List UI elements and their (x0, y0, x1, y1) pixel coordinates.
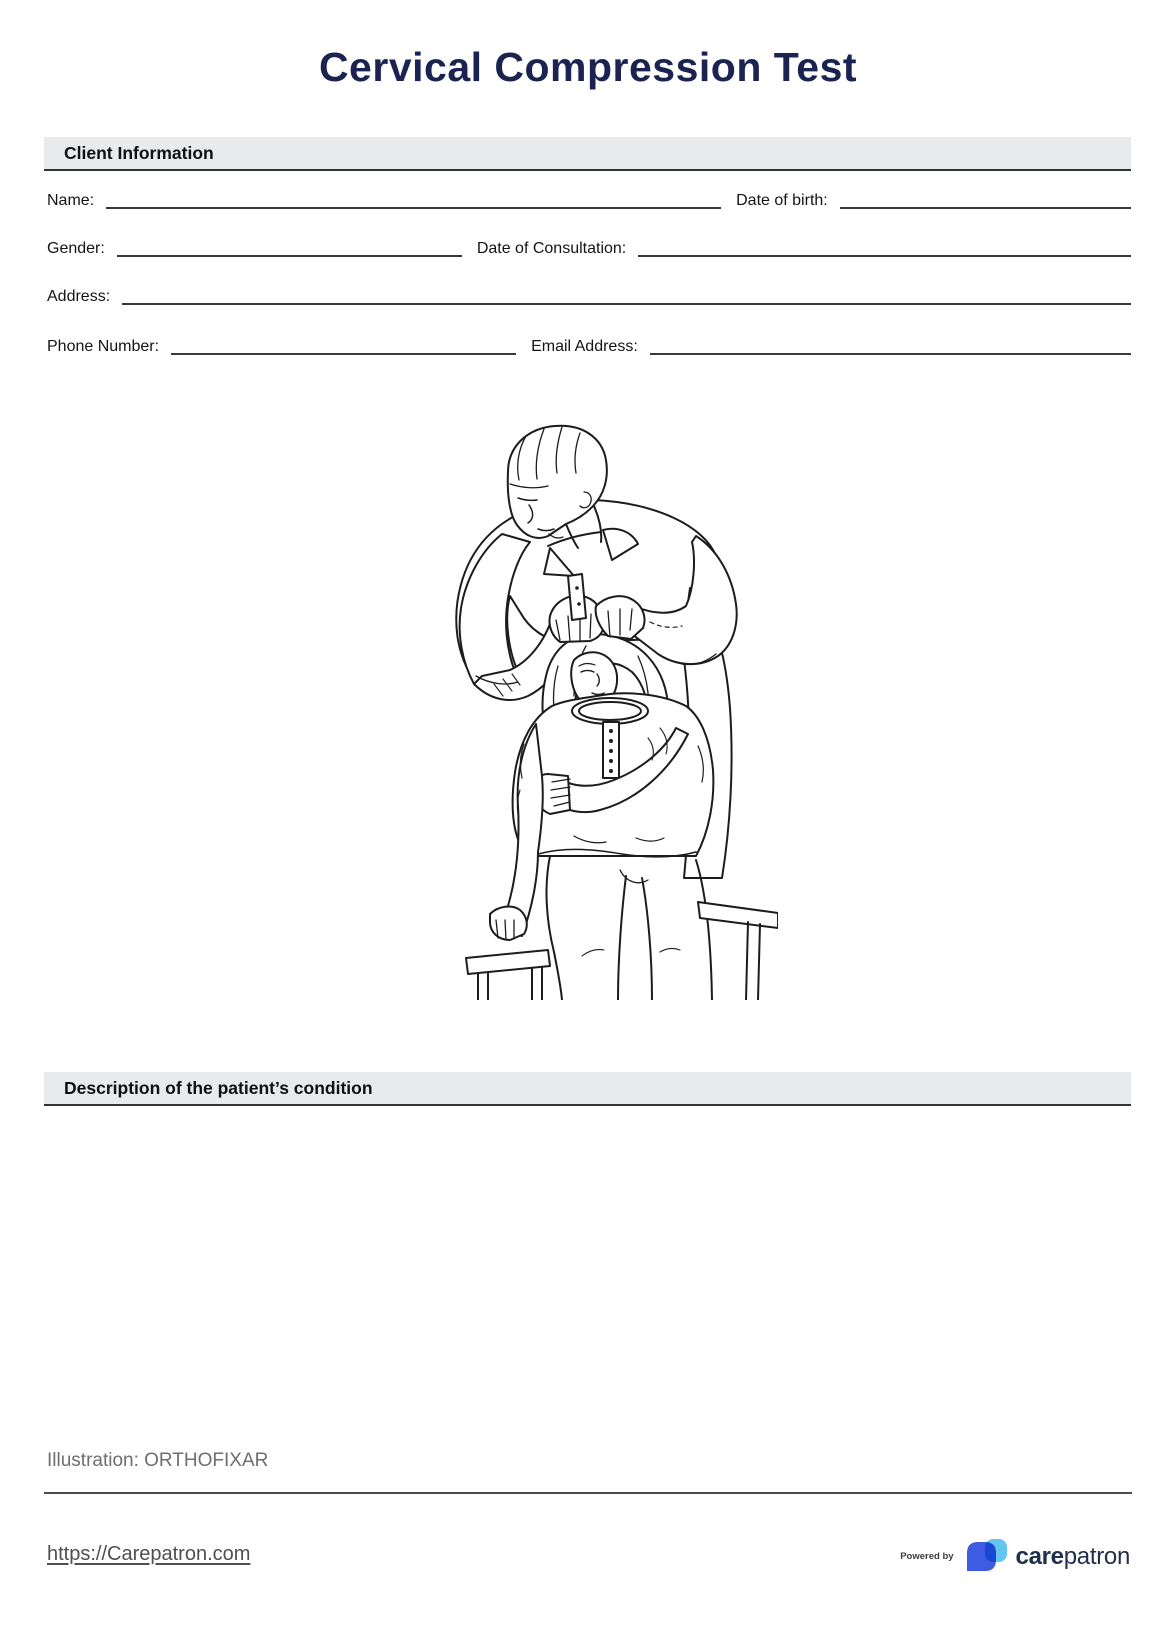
carepatron-logo-icon (964, 1538, 1010, 1575)
name-field-label: Name: (47, 192, 95, 209)
footer-divider (44, 1492, 1132, 1494)
phone-field-line (171, 352, 516, 355)
gender-field-line (117, 254, 462, 257)
consultation-date-field-line (638, 254, 1131, 257)
brand-care: care (1015, 1542, 1064, 1570)
dob-field-label: Date of birth: (736, 192, 828, 209)
illustration-credit: Illustration: ORTHOFIXAR (47, 1450, 269, 1471)
field-row-phone-email (47, 334, 1131, 356)
address-field-line (122, 302, 1131, 305)
clinician-patient-line-drawing (398, 408, 778, 1000)
field-row-address (47, 284, 1131, 306)
brand-patron: patron (1063, 1542, 1130, 1570)
carepatron-wordmark (1016, 1543, 1130, 1571)
section-header-client-information (44, 137, 1131, 171)
field-row-gender-consultation (47, 236, 1131, 258)
address-field-label: Address: (47, 288, 111, 305)
phone-field-label: Phone Number: (47, 338, 160, 355)
name-field-line (106, 206, 721, 209)
consultation-date-field-label: Date of Consultation: (476, 240, 627, 257)
carepatron-url-link[interactable]: https://Carepatron.com (47, 1543, 251, 1565)
powered-by-block (900, 1538, 1130, 1575)
page-title: Cervical Compression Test (318, 44, 858, 90)
powered-by-label: Powered by (900, 1551, 954, 1562)
field-row-name-dob (47, 188, 1131, 210)
section-header-patient-condition (44, 1072, 1131, 1106)
dob-field-line (840, 206, 1131, 209)
email-field-line (650, 352, 1131, 355)
email-field-label: Email Address: (531, 338, 638, 355)
cervical-compression-test-illustration (398, 408, 778, 1000)
section-heading-label: Description of the patient’s condition (64, 1077, 373, 1098)
section-heading-label: Client Information (64, 142, 214, 163)
gender-field-label: Gender: (47, 240, 105, 257)
